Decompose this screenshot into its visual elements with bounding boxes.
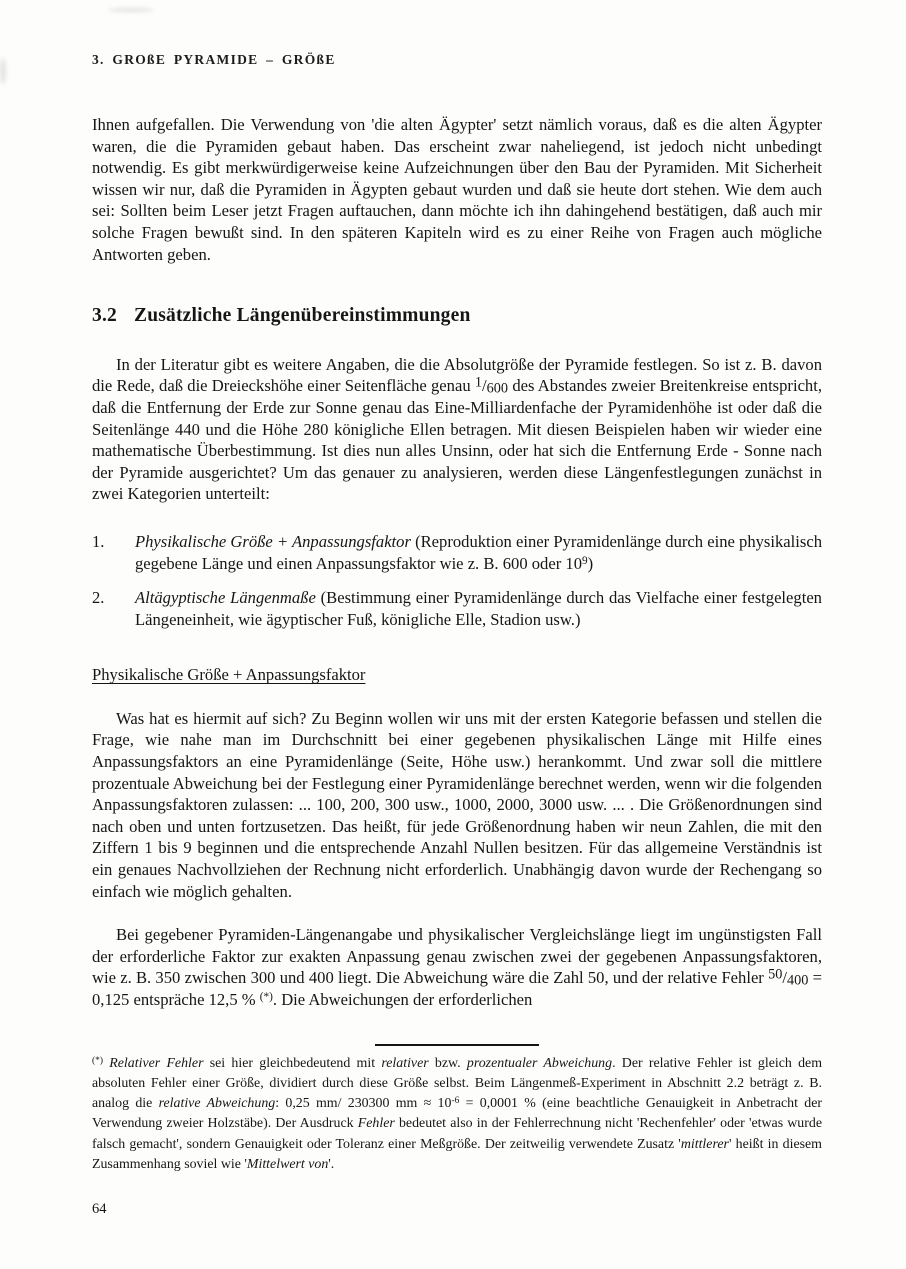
paragraph-literature: In der Literatur gibt es weitere Angaben, die die Absolutgröße der Pyramide festlegen. So ist z. B. davon die Rede, daß die Dreieckshöhe einer Seitenfläche genau 1/600 des Abstandes zweier Breitenkreise entspricht, daß die Entfernung der Erde zur Sonne genau das Eine-Milliardenfache der Pyramidenhöhe ist oder daß die Seitenlänge 440 und die Höhe 280 königliche Ellen betragen. Mit diesen Beispielen haben wir wieder eine mathematische Überbestimmung. Ist dies nun alles Unsinn, oder hat sich die Entfernung Erde - Sonne nach der Pyramide ausgerichtet? Um das genauer zu analysieren, werden diese Längenfestlegungen zunächst in zwei Kategorien unterteilt:	[92, 354, 822, 504]
scan-artifact	[108, 8, 154, 12]
category-list	[92, 531, 822, 630]
scan-artifact	[0, 58, 6, 84]
section-title: Zusätzliche Längenübereinstimmungen	[133, 305, 471, 327]
section-number: 3.2	[92, 305, 117, 327]
paragraph-intro-continuation: Ihnen aufgefallen. Die Verwendung von 'die alten Ägypter' setzt nämlich voraus, daß es die alten Ägypter waren, die die Pyramiden gebaut haben. Das erscheint zwar naheliegend, ist jedoch nicht unbedingt notwendig. Es gibt merkwürdigerweise keine Aufzeichnungen über den Bau der Pyramiden. Mit Sicherheit wissen wir nur, daß die Pyramiden in Ägypten gebaut wurden und daß sie heute dort stehen. Wie dem auch sei: Sollten beim Leser jetzt Fragen auftauchen, dann möchte ich ihn dahingehend bestätigen, daß auch mir solche Fragen bewußt sind. In den späteren Kapiteln wird es zu einer Reihe von Fragen auch mögliche Antworten geben.	[92, 115, 822, 264]
list-item-text: Altägyptische Längenmaße (Bestimmung einer Pyramidenlänge durch das Vielfache einer festgelegten Längeneinheit, wie ägyptischer Fuß, königliche Elle, Stadion usw.)	[135, 588, 822, 629]
list-item	[92, 531, 822, 574]
page-number: 64	[92, 1201, 107, 1218]
list-item-number: 2.	[92, 588, 105, 608]
footnote-text: (*) Relativer Fehler sei hier gleichbedeutend mit relativer bzw. prozentualer Abweichung. Der relative Fehler ist gleich dem absoluten Fehler einer Größe, dividiert durch diese Größe selbst. Beim Längenmeß-Experiment in Abschnitt 2.2 beträgt z. B. analog die relative Abweichung: 0,25 mm/ 230300 mm ≈ $10^{-6} = 0,0001$ % (eine beachtliche Genauigkeit in Anbetracht der Verwendung zweier Holzstäbe). Der Ausdruck Fehler bedeutet also in der Fehlerrechnung nicht 'Rechenfehler' oder 'etwas wurde falsch gemacht', sondern Genauigkeit oder Toleranz einer Meßgröße. Der zeitweilig verwendete Zusatz 'mittlerer' heißt in diesem Zusammenhang soviel wie 'Mittelwert von'.	[92, 1055, 822, 1173]
paragraph-method: Was hat es hiermit auf sich? Zu Beginn wollen wir uns mit der ersten Kategorie befassen und stellen die Frage, wie nahe man im Durchschnitt bei einer gegebenen physikalischen Länge mit Hilfe eines Anpassungsfaktors an eine Pyramidenlänge (Seite, Höhe usw.) herankommt. Und zwar soll die mittlere prozentuale Abweichung bei der Festlegung einer Pyramidenlänge berechnet werden, wenn wir die folgenden Anpassungsfaktoren zulassen: ... 100, 200, 300 usw., 1000, 2000, 3000 usw. ... . Die Größenordnungen sind nach oben und unten fortzusetzen. Das heißt, für jede Größenordnung haben wir neun Zahlen, die mit den Ziffern 1 bis 9 beginnen und die entsprechende Anzahl Nullen besitzen. Für das allgemeine Verständnis ist ein genaues Nachvollziehen der Rechnung nicht erforderlich. Unabhängig davon wurde der Rechengang so einfach wie möglich gehalten.	[92, 708, 822, 901]
paragraph-error-example: Bei gegebener Pyramiden-Längenangabe und physikalischer Vergleichslänge liegt im ungünstigsten Fall der erforderliche Faktor zur exakten Anpassung genau zwischen zwei der gegebenen Anpassungsfaktoren, wie z. B. 350 zwischen 300 und 400 liegt. Die Abweichung wäre die Zahl 50, und der relative Fehler 50/400 = 0,125 entspräche 12,5 % (*). Die Abweichungen der erforderlichen	[92, 925, 822, 1009]
footnote-rule	[375, 1044, 539, 1046]
subsection-heading: Physikalische Größe + Anpassungsfaktor	[92, 665, 366, 685]
section-heading	[92, 305, 822, 327]
page-body	[92, 114, 822, 1011]
running-header: 3. GROßE PYRAMIDE – GRÖßE	[92, 52, 336, 67]
list-item-number: 1.	[92, 531, 105, 551]
list-item	[92, 587, 822, 630]
list-item-text: Physikalische Größe + Anpassungsfaktor (Reproduktion einer Pyramidenlänge durch eine physikalisch gegebene Länge und einen Anpassungsfaktor wie z. B. 600 oder $10^9$)	[135, 531, 822, 573]
